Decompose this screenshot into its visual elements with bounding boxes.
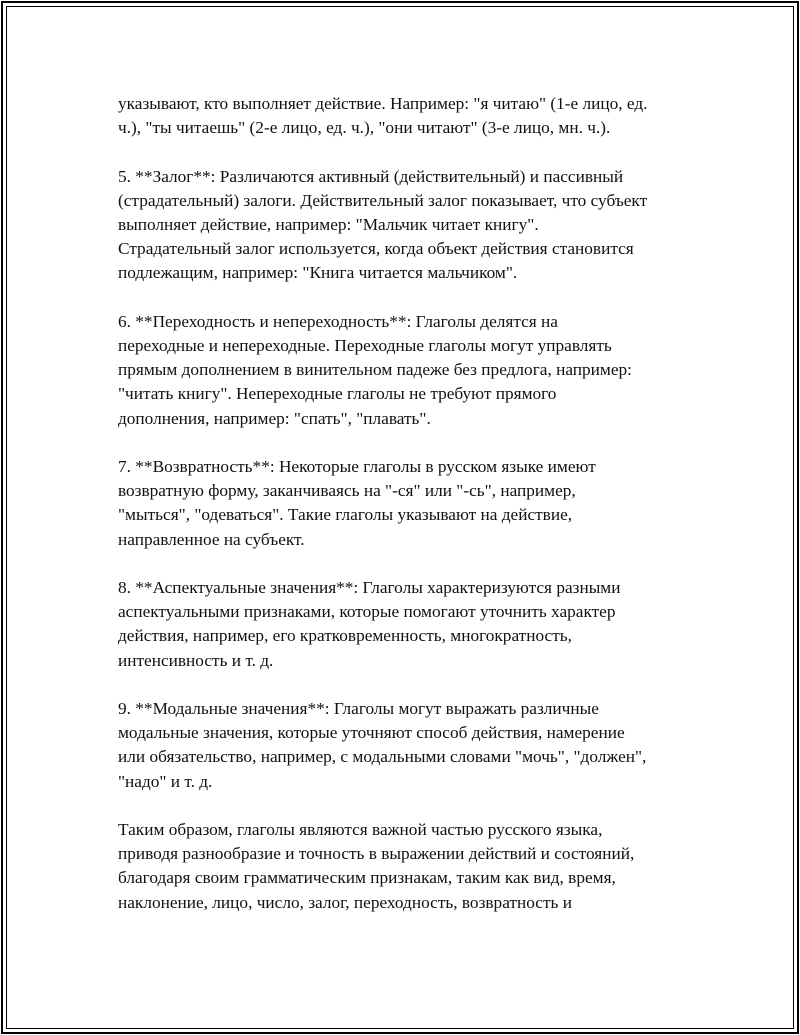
- paragraph-modal-meanings: 9. **Модальные значения**: Глаголы могут выражать различные модальные значения, которые уточняют способ действия, намерение или обязательство, например, с модальными словами "мочь", "должен", "надо" и т. д.: [118, 699, 647, 791]
- paragraph-conclusion: Таким образом, глаголы являются важной частью русского языка, приводя разнообразие и точность в выражении действий и состояний, благодаря своим грамматическим признакам, таким как вид, время, наклонение, лицо, число, залог, переходность, возвратность и: [118, 820, 635, 912]
- paragraph-transitivity: 6. **Переходность и непереходность**: Глаголы делятся на переходные и непереходные. Переходные глаголы могут управлять прямым дополнением в винительном падеже без предлога, например: "читать книгу". Непереходные глаголы не требуют прямого дополнения, например: "спать", "плавать".: [118, 311, 632, 428]
- paragraph-aspectual-meanings: 8. **Аспектуальные значения**: Глаголы характеризуются разными аспектуальными признаками, которые помогают уточнить характер действия, например, его кратковременность, многократность, интенсивность и т. д.: [118, 578, 621, 670]
- document-body: [118, 92, 698, 915]
- paragraph-person-continued: указывают, кто выполняет действие. Например: "я читаю" (1-е лицо, ед. ч.), "ты читаешь" (2-е лицо, ед. ч.), "они читают" (3-е лицо, мн. ч.).: [118, 94, 648, 138]
- paragraph-reflexivity: 7. **Возвратность**: Некоторые глаголы в русском языке имеют возвратную форму, заканчиваясь на "-ся" или "-сь", например, "мыться", "одеваться". Такие глаголы указывают на действие, направленное на субъект.: [118, 457, 596, 549]
- paragraph-voice: 5. **Залог**: Различаются активный (действительный) и пассивный (страдательный) залоги. Действительный залог показывает, что субъект выполняет действие, например: "Мальчик читает книгу". Страдательный залог используется, когда объект действия становится подлежащим, например: "Книга читается мальчиком".: [118, 166, 648, 283]
